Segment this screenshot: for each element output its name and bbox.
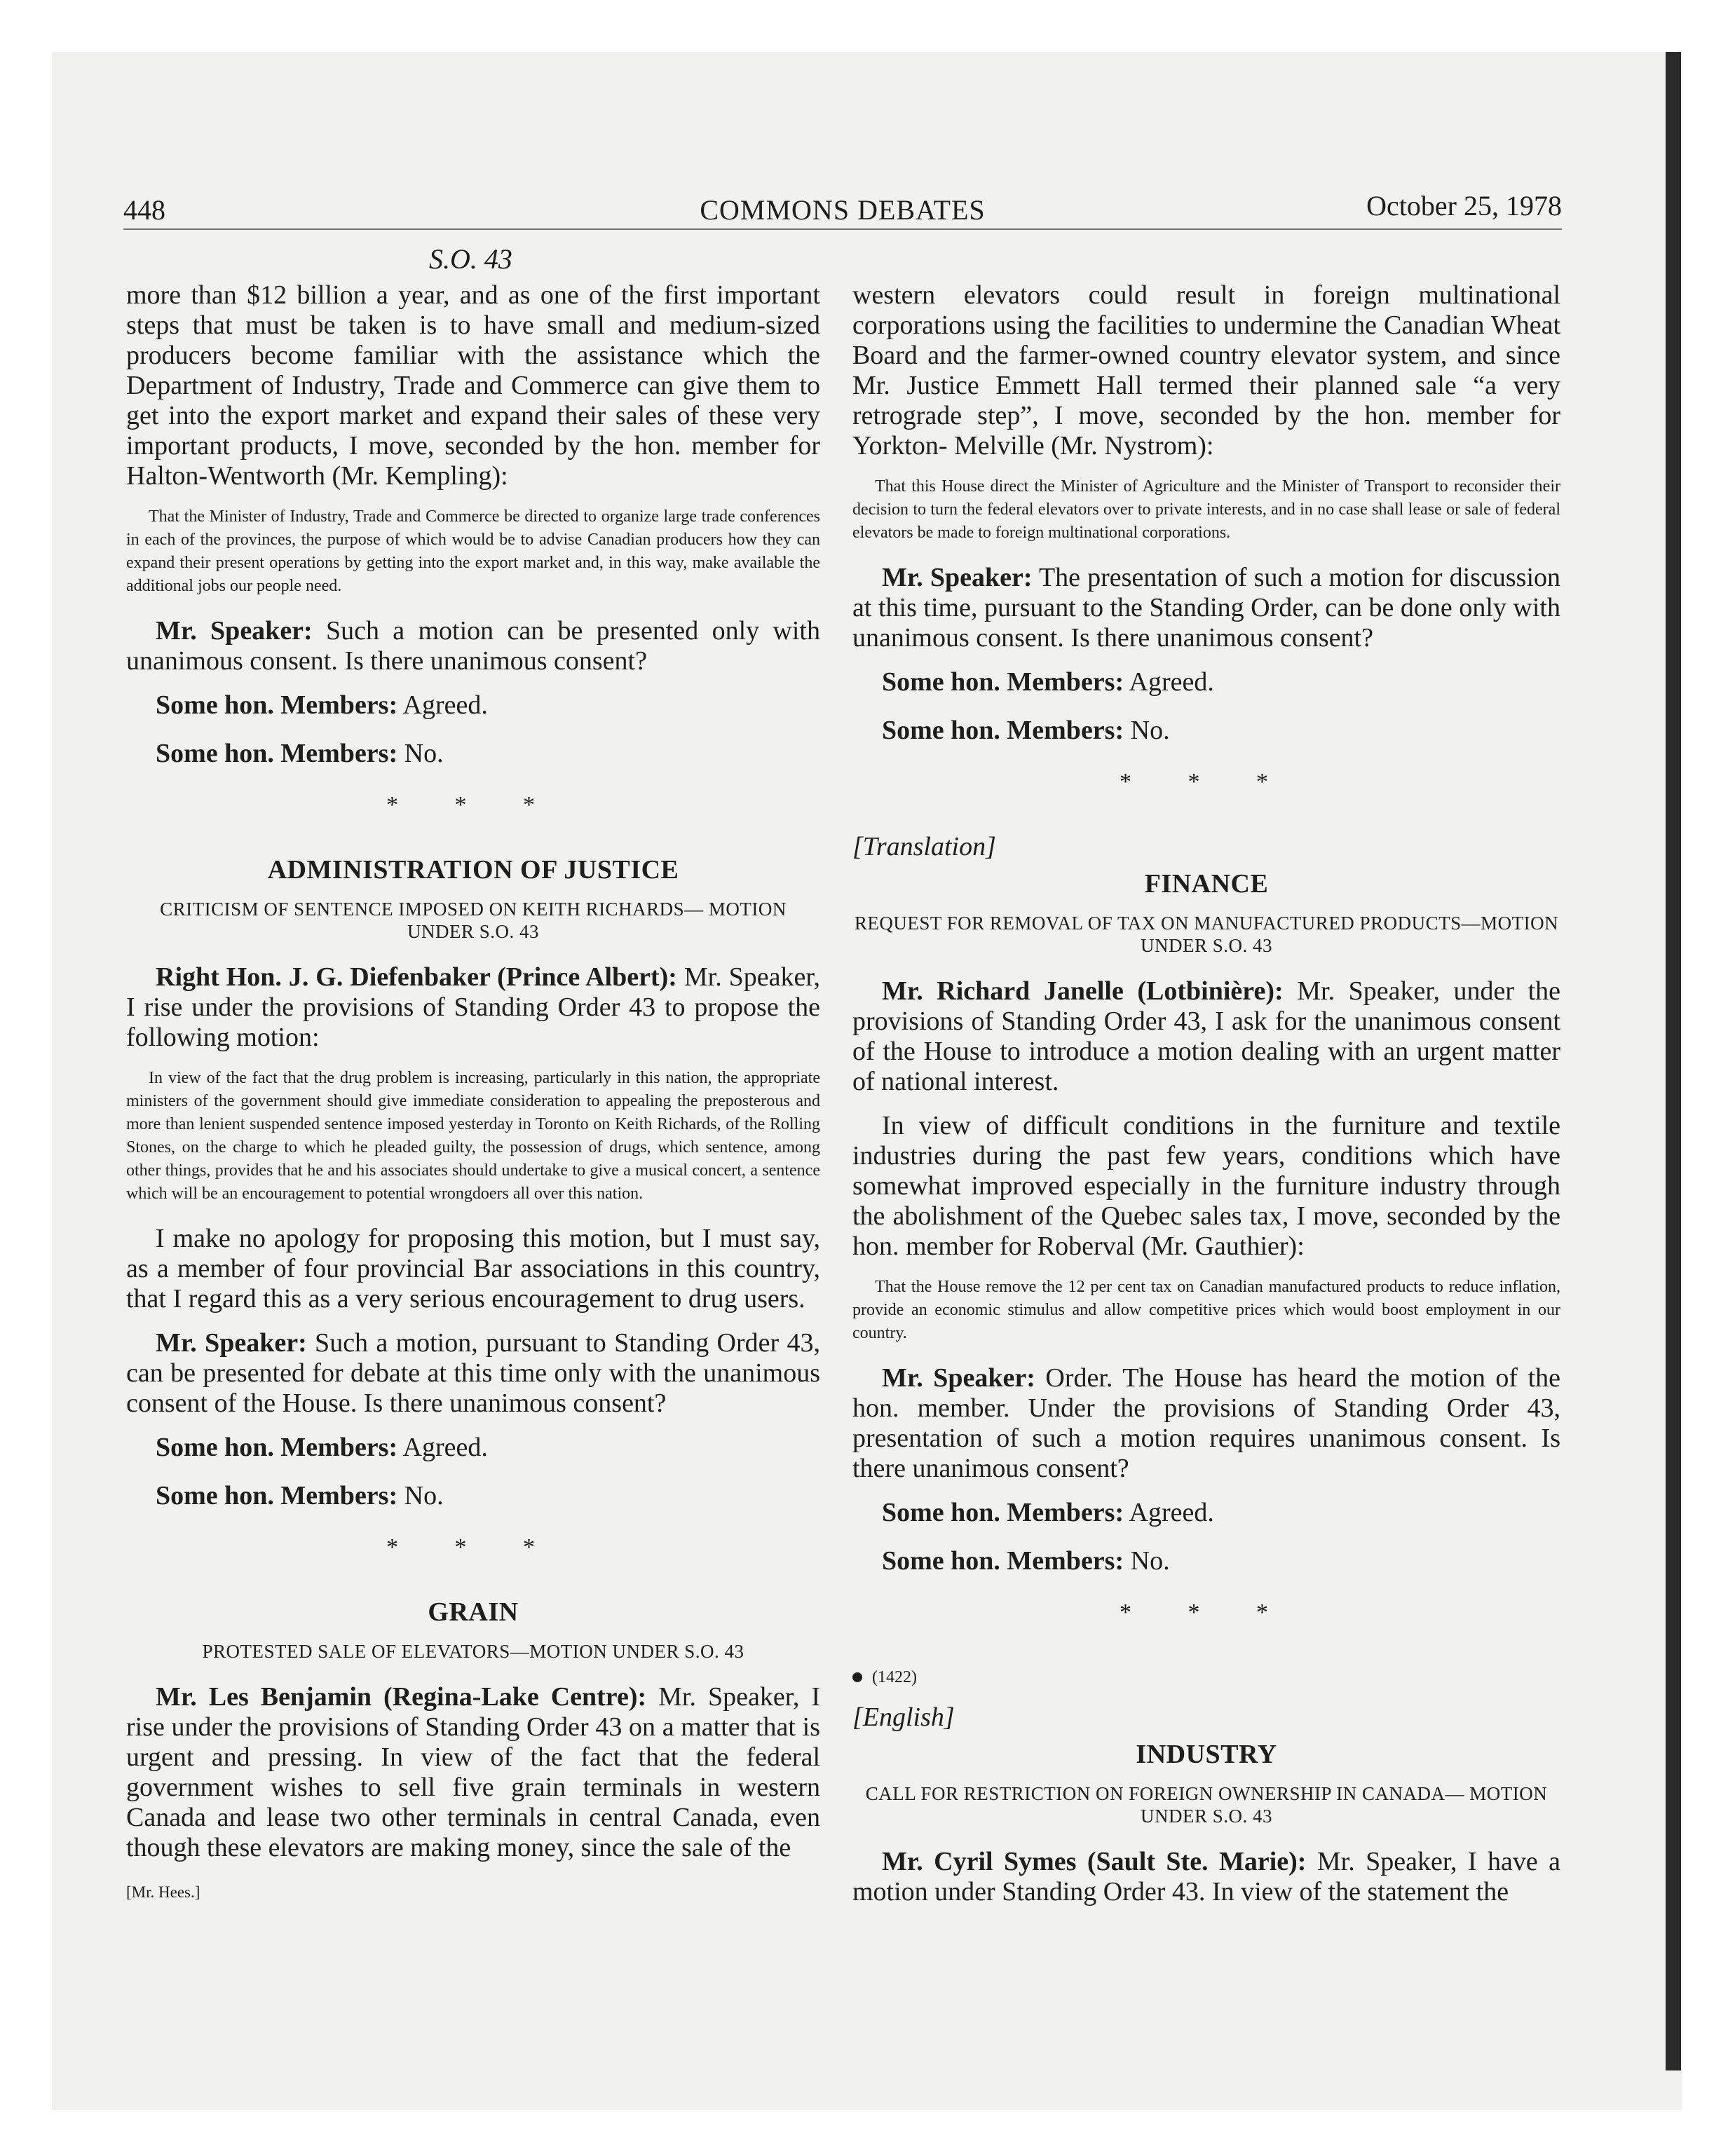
members-reply: [882, 1546, 1560, 1576]
members-label: Some hon. Members:: [882, 667, 1124, 697]
reply-text: Agreed.: [397, 1433, 488, 1462]
speaker-text: Mr. Speaker, I rise under the provisions of Standing Order 43 on a matter that is urgent and pressing. In view of the fact that the federal government wishes to sell five grain terminals in western Canada and lease two other terminals in central Canada, even though these elevators are making money, since the sale of the: [126, 1682, 820, 1862]
page-edge-shadow: [1666, 52, 1681, 2070]
english-tag: [English]: [852, 1703, 955, 1732]
motion-text: That this House direct the Minister of Agriculture and the Minister of Transport to reconsider their decision to turn the federal elevators over to private interests, and in no case shall lease or sale of federal elevators be made to foreign multinational corporations.: [852, 477, 1560, 542]
speaker-paragraph: [126, 962, 820, 1053]
members-label: Some hon. Members:: [156, 1433, 398, 1462]
topic-heading: ADMINISTRATION OF JUSTICE: [267, 855, 679, 885]
paragraph: In view of difficult conditions in the furniture and textile industries during the past few years, conditions which have somewhat improved especially in the furniture industry through the abolishment of the Quebec sales tax, I move, seconded by the hon. member for Roberval (Mr. Gauthier):: [852, 1111, 1560, 1261]
left-column: [126, 280, 820, 1907]
subtopic-heading: REQUEST FOR REMOVAL OF TAX ON MANUFACTURED PRODUCTS—MOTION UNDER S.O. 43: [854, 913, 1559, 956]
speaker-name: Right Hon. J. G. Diefenbaker (Prince Albert):: [156, 962, 677, 992]
speaker-name: Mr. Speaker:: [156, 1328, 307, 1358]
members-reply: [882, 1498, 1560, 1528]
speaker-paragraph: [852, 563, 1560, 653]
section-separator: * * *: [386, 792, 560, 818]
speaker-text: Mr. Speaker, I have a motion under Standing Order 43. In view of the statement the: [852, 1847, 1560, 1906]
footer-note: [Mr. Hees.]: [126, 1883, 200, 1901]
section-separator: * * *: [1120, 1599, 1293, 1625]
speaker-name: Mr. Speaker:: [156, 616, 313, 646]
topic-heading: FINANCE: [1144, 869, 1269, 899]
members-label: Some hon. Members:: [156, 690, 398, 720]
speaker-text: Mr. Speaker, I rise under the provisions of Standing Order 43 to propose the following motion:: [126, 962, 820, 1052]
paragraph: more than $12 billion a year, and as one of the first important steps that must be taken is to have small and medium-sized producers become familiar with the assistance which the Department of Industry, Trade and Commerce can give them to get into the export market and expand their sales of these very important products, I move, seconded by the hon. member for Halton-Wentworth (Mr. Kempling):: [126, 280, 820, 491]
speaker-name: Mr. Cyril Symes (Sault Ste. Marie):: [882, 1847, 1307, 1876]
reply-text: Agreed.: [1124, 667, 1214, 697]
members-label: Some hon. Members:: [882, 1546, 1124, 1576]
speaker-paragraph: [126, 1328, 820, 1419]
reply-text: No.: [397, 1481, 444, 1510]
members-reply: [882, 667, 1560, 697]
speaker-paragraph: [126, 1682, 820, 1863]
reply-text: No.: [1124, 716, 1170, 745]
reply-text: No.: [1124, 1546, 1170, 1576]
subtopic-heading: CRITICISM OF SENTENCE IMPOSED ON KEITH RICHARDS— MOTION UNDER S.O. 43: [160, 899, 787, 942]
reply-text: Agreed.: [1124, 1498, 1214, 1527]
members-label: Some hon. Members:: [882, 716, 1124, 745]
paragraph: I make no apology for proposing this motion, but I must say, as a member of four provincial Bar associations in this country, that I regard this as a very serious encouragement to drug users.: [126, 1224, 820, 1314]
right-column: [852, 280, 1560, 1921]
speaker-name: Mr. Les Benjamin (Regina-Lake Centre):: [156, 1682, 647, 1712]
members-label: Some hon. Members:: [882, 1498, 1124, 1527]
section-separator: * * *: [386, 1534, 560, 1560]
members-label: Some hon. Members:: [156, 1481, 398, 1510]
motion-text: In view of the fact that the drug problem is increasing, particularly in this nation, the appropriate ministers of the government should give immediate consideration to appealing the preposterous and more than lenient suspended sentence imposed yesterday in Toronto on Keith Richards, of the Rolling Stones, on the charge to which he pleaded guilty, the possession of drugs, which sentence, among other things, provides that he and his associates should undertake to give a musical concert, a sentence which will be an encouragement to potential wrongdoers all over this nation.: [126, 1069, 820, 1203]
speaker-paragraph: [852, 1847, 1560, 1907]
reply-text: Agreed.: [397, 690, 488, 720]
speaker-paragraph: [126, 616, 820, 676]
members-reply: [156, 690, 820, 721]
speaker-text: Mr. Speaker, under the provisions of Standing Order 43, I ask for the unanimous consent of the House to introduce a motion dealing with an urgent matter of national interest.: [852, 976, 1561, 1096]
subtopic-heading: PROTESTED SALE OF ELEVATORS—MOTION UNDER S.O. 43: [202, 1641, 744, 1662]
members-reply: [156, 1433, 820, 1463]
bullet-dot-icon: [852, 1672, 862, 1682]
speaker-text: Such a motion, pursuant to Standing Order 43, can be presented for debate at this time only with the unanimous consent of the House. Is there unanimous consent?: [126, 1328, 820, 1418]
paragraph: western elevators could result in foreign multinational corporations using the facilities to undermine the Canadian Wheat Board and the farmer-owned country elevator system, and since Mr. Justice Emmett Hall termed their planned sale “a very retrograde step”, I move, seconded by the hon. member for Yorkton- Melville (Mr. Nystrom):: [852, 280, 1560, 460]
header-date: October 25, 1978: [1366, 190, 1562, 221]
section-separator: * * *: [1120, 769, 1293, 795]
speaker-paragraph: [852, 976, 1560, 1097]
speaker-name: Mr. Speaker:: [882, 563, 1033, 592]
speaker-paragraph: [852, 1363, 1560, 1484]
motion-text: That the Minister of Industry, Trade and Commerce be directed to organize large trade conferences in each of the provinces, the purpose of which would be to advise Canadian producers how they can expand their present operations by getting into the export market and, in this way, make available the additional jobs our people need.: [126, 507, 820, 595]
translation-tag: [Translation]: [852, 832, 996, 861]
members-reply: [882, 716, 1560, 746]
topic-heading: GRAIN: [428, 1597, 519, 1627]
topic-heading: INDUSTRY: [1136, 1740, 1277, 1769]
timestamp: [852, 1663, 1560, 1693]
members-reply: [156, 1481, 820, 1511]
speaker-text: The presentation of such a motion for discussion at this time, pursuant to the Standing Order, can be done only with unanimous consent. Is there unanimous consent?: [852, 563, 1560, 653]
running-title: COMMONS DEBATES: [700, 194, 986, 226]
subtopic-heading: CALL FOR RESTRICTION ON FOREIGN OWNERSHIP IN CANADA— MOTION UNDER S.O. 43: [865, 1783, 1548, 1827]
reply-text: No.: [397, 739, 444, 768]
page-number: 448: [123, 194, 165, 226]
speaker-text: Such a motion can be presented only with unanimous consent. Is there unanimous consent?: [126, 616, 820, 676]
speaker-text: Order. The House has heard the motion of the hon. member. Under the provisions of Standing Order 43, presentation of such a motion requires unanimous consent. Is there unanimous consent?: [852, 1363, 1560, 1483]
page-header: [123, 186, 1562, 230]
members-label: Some hon. Members:: [156, 739, 398, 768]
speaker-name: Mr. Richard Janelle (Lotbinière):: [882, 976, 1284, 1006]
time-text: (1422): [872, 1668, 917, 1686]
members-reply: [156, 739, 820, 769]
section-tag: S.O. 43: [429, 243, 512, 275]
speaker-name: Mr. Speaker:: [882, 1363, 1035, 1393]
motion-text: That the House remove the 12 per cent tax on Canadian manufactured products to reduce inflation, provide an economic stimulus and allow competitive prices which would boost employment in our country.: [852, 1278, 1560, 1342]
